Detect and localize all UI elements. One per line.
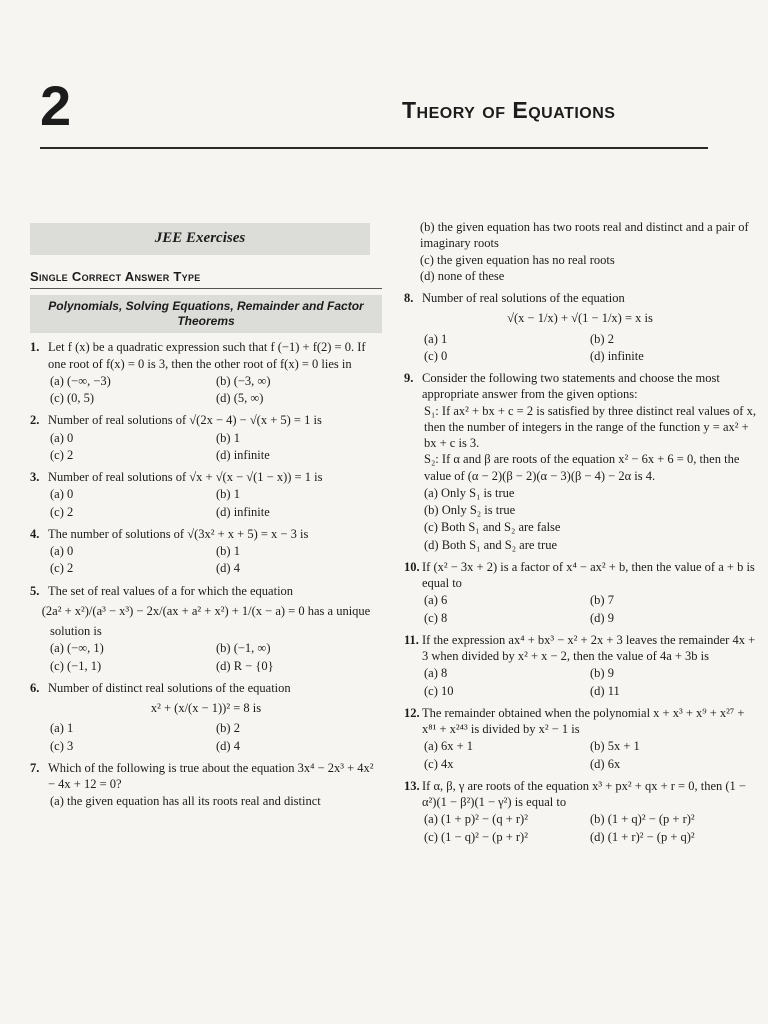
question-number: 7. bbox=[30, 760, 40, 775]
option: (d) 6x bbox=[590, 756, 621, 771]
option: (c) 2 bbox=[50, 561, 74, 576]
option: (c) 4x bbox=[424, 756, 454, 771]
question-11 bbox=[404, 632, 756, 665]
question-text: The number of solutions of √(3x² + x + 5) = x − 3 is bbox=[48, 526, 309, 541]
option: (b) 1 bbox=[216, 487, 240, 502]
question-13 bbox=[404, 778, 756, 811]
question-number: 11. bbox=[404, 632, 419, 647]
option: (b) 5x + 1 bbox=[590, 739, 640, 754]
options bbox=[404, 665, 756, 699]
question-text: Number of distinct real solutions of the equation bbox=[48, 680, 291, 695]
option: (d) (5, ∞) bbox=[216, 391, 264, 406]
question-number: 13. bbox=[404, 778, 420, 793]
subsection-heading: Polynomials, Solving Equations, Remainder and Factor Theorems bbox=[30, 295, 382, 333]
options bbox=[30, 486, 382, 520]
question-text: Number of real solutions of √x + √(x − √(1 − x)) = 1 is bbox=[48, 470, 323, 485]
option: (d) none of these bbox=[420, 268, 505, 283]
option: (b) (−1, ∞) bbox=[216, 641, 271, 656]
question-text: The set of real values of a for which the equation bbox=[48, 583, 294, 598]
options bbox=[30, 720, 382, 754]
exercises-label: JEE Exercises bbox=[30, 223, 370, 255]
question-3 bbox=[30, 469, 382, 485]
option: (b) 1 bbox=[216, 430, 240, 445]
option: (c) Both S₁ and S₂ are false bbox=[424, 520, 561, 535]
options bbox=[404, 592, 756, 626]
question-text: The remainder obtained when the polynomial x + x³ + x⁹ + x²⁷ + x⁸¹ + x²⁴³ is divided by x² − 1 is bbox=[422, 705, 745, 736]
options bbox=[404, 811, 756, 845]
option: (b) 2 bbox=[590, 331, 614, 346]
option: (a) 0 bbox=[50, 487, 74, 502]
option: (a) (−∞, 1) bbox=[50, 641, 104, 656]
option: (a) (1 + p)² − (q + r)² bbox=[424, 812, 528, 827]
option: (c) 8 bbox=[424, 610, 448, 625]
question-number: 6. bbox=[30, 680, 40, 695]
question-text: Number of real solutions of √(2x − 4) − √(x + 5) = 1 is bbox=[48, 413, 322, 428]
option: (b) 9 bbox=[590, 666, 614, 681]
option: (b) 2 bbox=[216, 721, 240, 736]
options bbox=[30, 430, 382, 464]
question-number: 4. bbox=[30, 526, 40, 541]
option: (c) (1 − q)² − (p + r)² bbox=[424, 829, 528, 844]
question-number: 12. bbox=[404, 705, 420, 720]
section-heading: Single Correct Answer Type bbox=[30, 269, 382, 290]
question-text: Let f (x) be a quadratic expression such that f (−1) + f(2) = 0. If one root of f(x) = 0 is 3, then the other root of f(x) = 0 lies in bbox=[48, 340, 366, 371]
option: (c) the given equation has no real roots bbox=[420, 252, 615, 267]
question-text: If α, β, γ are roots of the equation x³ + px² + qx + r = 0, then (1 − α²)(1 − β²)(1 − γ²) is equal to bbox=[422, 778, 746, 809]
question-number: 9. bbox=[404, 371, 414, 385]
option: (b) 7 bbox=[590, 593, 614, 608]
options bbox=[404, 485, 756, 553]
option: (d) R − {0} bbox=[216, 658, 274, 673]
question-text: Which of the following is true about the equation 3x⁴ − 2x³ + 4x² − 4x + 12 = 0? bbox=[48, 760, 374, 792]
option: (b) Only S₂ is true bbox=[424, 503, 516, 517]
option: (a) 0 bbox=[50, 430, 74, 445]
option: (a) the given equation has all its roots real and distinct bbox=[50, 794, 321, 809]
option: (b) 1 bbox=[216, 544, 240, 559]
options bbox=[30, 793, 382, 809]
right-column bbox=[404, 218, 756, 845]
question-6 bbox=[30, 680, 382, 696]
question-text: Number of real solutions of the equation bbox=[422, 291, 625, 305]
chapter-title: Theory of Equations bbox=[402, 97, 616, 123]
options bbox=[404, 331, 756, 365]
equation: (2a² + x²)/(a³ − x³) − 2x/(ax + a² + x²) + 1/(x − a) = 0 has a unique bbox=[41, 603, 371, 618]
chapter-number: 2 bbox=[40, 74, 72, 137]
header-rule bbox=[40, 147, 708, 149]
option: (b) (1 + q)² − (p + r)² bbox=[590, 812, 695, 827]
option: (d) (1 + r)² − (p + q)² bbox=[590, 829, 695, 844]
option: (a) 6x + 1 bbox=[424, 739, 474, 754]
option: (c) 3 bbox=[50, 738, 74, 753]
question-text: If the expression ax⁴ + bx³ − x² + 2x + 3 leaves the remainder 4x + 3 when divided by x² + x − 2, then the value of 4a + 3b is bbox=[422, 632, 756, 663]
option: (a) (−∞, −3) bbox=[50, 373, 111, 388]
option: (d) infinite bbox=[216, 504, 270, 519]
options bbox=[30, 543, 382, 577]
option: (b) (−3, ∞) bbox=[216, 373, 271, 388]
option: (d) 4 bbox=[216, 738, 240, 753]
question-number: 3. bbox=[30, 470, 40, 485]
option: (d) 4 bbox=[216, 561, 240, 576]
options bbox=[30, 373, 382, 407]
option: (a) 6 bbox=[424, 593, 448, 608]
question-8 bbox=[404, 290, 756, 306]
options bbox=[30, 640, 382, 674]
question-number: 1. bbox=[30, 340, 40, 355]
question-number: 8. bbox=[404, 291, 414, 305]
option: (a) Only S₁ is true bbox=[424, 485, 515, 500]
question-continuation: solution is bbox=[50, 624, 102, 639]
option: (c) (−1, 1) bbox=[50, 658, 102, 673]
question-2 bbox=[30, 412, 382, 428]
option: (d) 11 bbox=[590, 683, 620, 698]
statement-1: S₁: If ax² + bx + c = 2 is satisfied by three distinct real values of x, then the number of integers in the range of the function y = ax² + bx + c is 3. bbox=[424, 403, 756, 450]
option: (c) (0, 5) bbox=[50, 391, 95, 406]
option: (c) 2 bbox=[50, 447, 74, 462]
question-4 bbox=[30, 526, 382, 542]
statement-2: S₂: If α and β are roots of the equation x² − 6x + 6 = 0, then the value of (α − 2)(β − 2)(α − 3)(β − 4) − 2α is 4. bbox=[424, 452, 740, 483]
left-column bbox=[30, 218, 382, 810]
question-5 bbox=[30, 583, 382, 599]
question-text: Consider the following two statements and choose the most appropriate answer from the given options: bbox=[422, 371, 720, 402]
question-number: 5. bbox=[30, 583, 40, 598]
question-7-continued-options bbox=[404, 219, 756, 284]
question-9 bbox=[404, 370, 756, 403]
option: (c) 2 bbox=[50, 504, 74, 519]
question-text: If (x² − 3x + 2) is a factor of x⁴ − ax² + b, then the value of a + b is equal to bbox=[422, 559, 755, 590]
equation: √(x − 1/x) + √(1 − 1/x) = x is bbox=[507, 311, 653, 326]
question-12 bbox=[404, 705, 756, 738]
option: (a) 1 bbox=[424, 331, 448, 346]
option: (a) 1 bbox=[50, 721, 74, 736]
equation: x² + (x/(x − 1))² = 8 is bbox=[150, 701, 262, 716]
option: (a) 8 bbox=[424, 666, 448, 681]
option: (d) Both S₁ and S₂ are true bbox=[424, 537, 557, 552]
option: (d) infinite bbox=[590, 348, 644, 363]
question-1 bbox=[30, 339, 382, 372]
option: (d) 9 bbox=[590, 610, 614, 625]
question-number: 10. bbox=[404, 559, 420, 574]
option: (c) 10 bbox=[424, 683, 454, 698]
option: (c) 0 bbox=[424, 348, 448, 363]
question-7 bbox=[30, 760, 382, 793]
options bbox=[404, 738, 756, 772]
option: (d) infinite bbox=[216, 447, 270, 462]
question-number: 2. bbox=[30, 413, 40, 428]
option: (b) the given equation has two roots real and distinct and a pair of imaginary roots bbox=[420, 220, 749, 251]
option: (a) 0 bbox=[50, 544, 74, 559]
question-10 bbox=[404, 559, 756, 592]
